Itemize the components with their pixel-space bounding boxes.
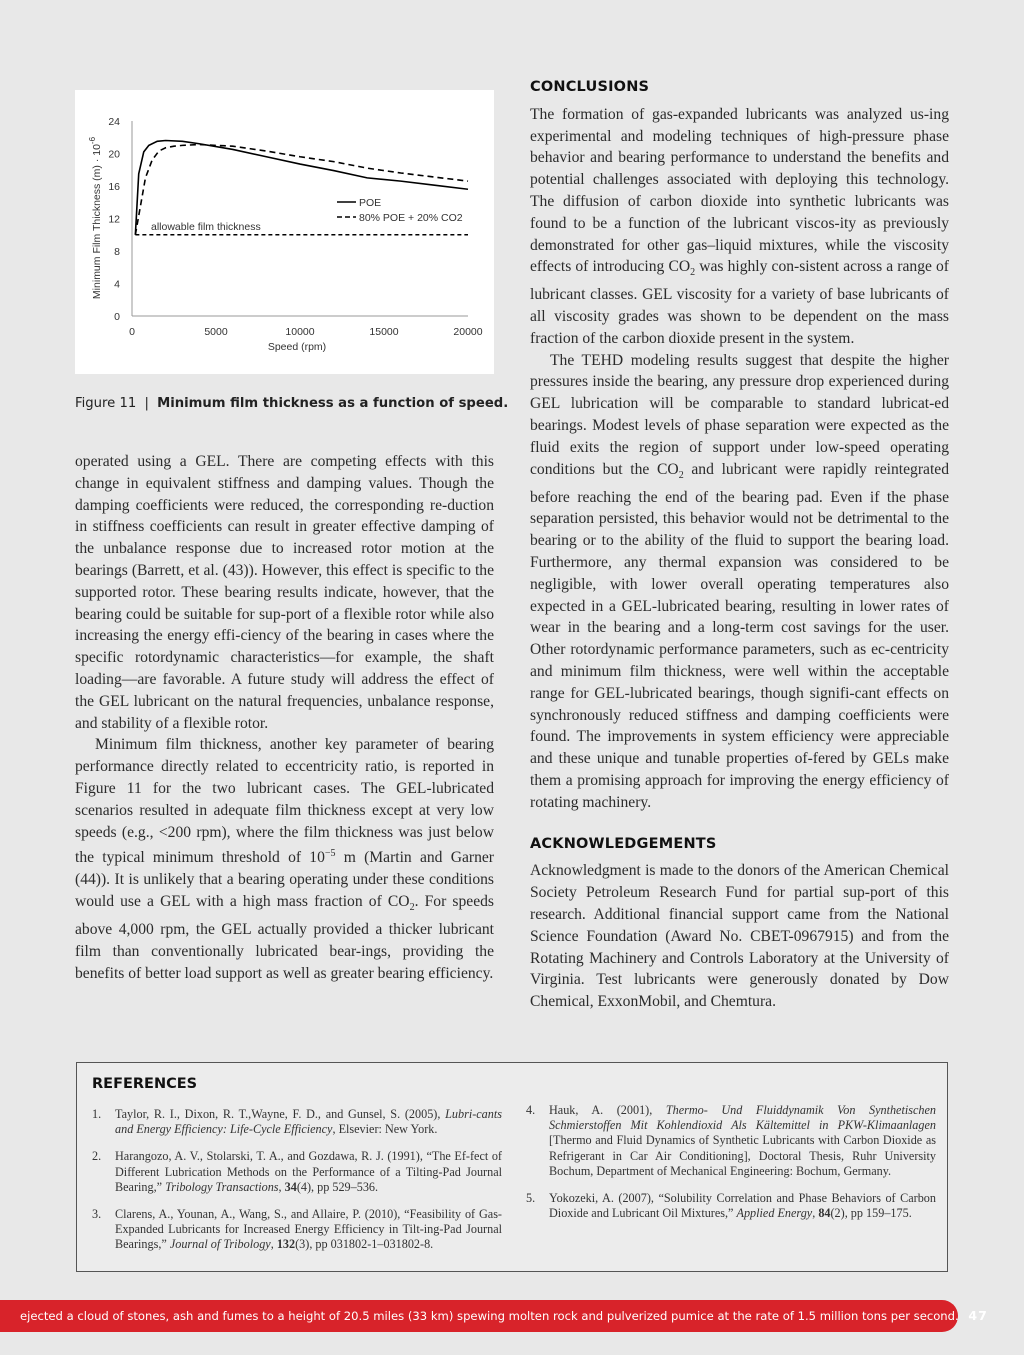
figure-11-chart (75, 90, 494, 374)
body-paragraph-film-thickness: Minimum film thickness, another key parameter of bearing performance directly related to eccentricity ratio, is reported in Figure 11 for the two lubricant cases. The GEL-lubricated scenarios resulted in adequate film thickness except at very low speeds (e.g., <200 rpm), where the film thickness was just below the typical minimum threshold of $10^{-5}$ m (Martin and Garner (44)). It is unlikely that a bearing operating under these conditions would use a GEL with a high mass fraction of $CO_2$. For speeds above 4,000 rpm, the GEL actually provided a thicker lubricant film than conventionally lubricated bear-ings, providing the benefits of better load support as well as greater bearing efficiency. (75, 736, 495, 982)
legend-label-gel: 80% POE + 20% CO2 (359, 212, 463, 224)
x-axis-label: Speed (rpm) (267, 341, 327, 353)
y-tick-label: 12 (108, 213, 120, 226)
y-axis-label (88, 136, 103, 299)
legend-label-poe: POE (359, 197, 382, 209)
y-axis-ticks (108, 116, 120, 323)
reference-item: 2. Harangozo, A. V., Stolarski, T. A., and Gozdawa, R. J. (1991), “The Ef-fect of Different Lubrication Methods on the Performance of a Tilting-Pad Journal Bearing,” Tribology Transactions, 34(4), pp 529–536. (92, 1149, 502, 1194)
figure-number: Figure 11 (75, 396, 137, 411)
references-right-column (526, 1103, 936, 1233)
figure-title: Minimum film thickness as a function of speed. (157, 396, 509, 411)
x-tick-label: 5000 (204, 326, 228, 338)
conclusions-paragraph-2: The TEHD modeling results suggest that despite the higher pressures inside the bearing, any pressure drop experienced during GEL lubrication will be comparable to standard lubricat-ed bearings. Modest levels of phase separation were expected as the fluid exits the region of support under low-speed operating conditions but the $CO_2$ and lubricant were rapidly reintegrated before reaching the end of the bearing pad. Even if the phase separation persisted, this behavior would not be detrimental to the bearing or to the ability of the fluid to support the bearing load. Furthermore, any thermal expansion was considered to be negligible, with lower overall operating temperatures also expected in a GEL-lubricated bearing, resulting in lower rates of wear in the bearing and a long-term cost savings for the user. Other rotordynamic performance parameters, such as ec-centricity and minimum film thickness, were well within the acceptable range for GEL-lubricated bearings, though signifi-cant effects on synchronously reduced stiffness and damping coefficients were found. The improvements in system efficiency were appreciable and these unique and tunable properties of-fered by GELs make them a promising approach for improving the energy efficiency of rotating machinery. (530, 351, 949, 811)
reference-item: 1. Taylor, R. I., Dixon, R. T.,Wayne, F. D., and Gunsel, S. (2005), Lubri-cants and Energy Efficiency: Life-Cycle Efficiency, Elsevier: New York. (92, 1107, 502, 1137)
reference-item: 5. Yokozeki, A. (2007), “Solubility Correlation and Phase Behaviors of Carbon Dioxide and Lubricant Oil Mixtures,” Applied Energy, 84(2), pp 159–175. (526, 1191, 936, 1221)
figure-caption (75, 396, 508, 411)
allowable-thickness-label: allowable film thickness (151, 221, 261, 233)
references-heading: REFERENCES (92, 1076, 198, 1092)
x-tick-label: 20000 (453, 326, 483, 338)
x-tick-label: 10000 (285, 326, 315, 338)
body-paragraph: operated using a GEL. There are competing effects with this change in equivalent stiffness and damping values. Though the damping coefficients were reduced, the corresponding re-duction in stiffness coefficients can result in greater effective damping of the unbalance response due to increased rotor motion at the bearings (Barrett, et al. (43)). However, this effect is specific to the supported rotor. These bearing results indicate, however, that the bearing could be suitable for sup-port of a flexible rotor while also increasing the energy effi-ciency of the bearing in cases where the specific rotordynamic characteristics—for example, the shaft loading—are favorable. A future study will address the effect of the GEL lubricant on the natural frequencies, unbalance response, and stability of a flexible rotor. (75, 453, 494, 732)
film-thickness-chart (75, 90, 494, 374)
y-tick-label: 0 (114, 311, 120, 323)
conclusions-paragraph-1: The formation of gas-expanded lubricants was analyzed us-ing experimental and modeling techniques of high-pressure phase behavior and bearing performance to understand the benefits and potential challenges associated with deploying this technology. The diffusion of carbon dioxide into synthetic lubricants was found to be a function of the lubricant viscos-ity as previously demonstrated for other gas–liquid mixtures, while the viscosity effects of introducing $CO_2$ was highly con-sistent across a range of lubricant classes. GEL viscosity for a variety of base lubricants of all viscosity grades was shown to be dependent on the mass fraction of the carbon dioxide present in the system. (530, 105, 949, 347)
y-tick-label: 4 (114, 278, 120, 291)
y-tick-label: 20 (108, 148, 120, 161)
references-box (76, 1062, 948, 1272)
x-axis-ticks (129, 326, 483, 338)
acknowledgements-paragraph: Acknowledgment is made to the donors of the American Chemical Society Petroleum Research Fund for partial sup-port of this research. Additional financial support came from the National Science Foundation (Award No. CBET-0967915) and from the Rotating Machinery and Controls Laboratory at the University of Virginia. Test lubricants were generously donated by Dow Chemical, ExxonMobil, and Chemtura. (530, 862, 949, 1011)
footer-text: ejected a cloud of stones, ash and fumes to a height of 20.5 miles (33 km) spewing molten rock and pulverized pumice at the rate of 1.5 million tons per second. (20, 1309, 959, 1323)
y-tick-label: 8 (114, 246, 120, 258)
legend (337, 197, 463, 224)
y-tick-label: 16 (108, 181, 120, 193)
y-axis-label-text: Minimum Film Thickness (m) · 10 (91, 144, 103, 300)
reference-item: 4. Hauk, A. (2001), Thermo- Und Fluiddynamik Von Synthetischen Schmierstoffen Mit Kohlendioxid Als Kältemittel in PKW-Klimaanlagen [Thermo and Fluid Dynamics of Synthetic Lubricants with Carbon Dioxide as Refrigerant in Car Air Conditioning], Doctoral Thesis, Ruhr University Bochum, Department of Mechanical Engineering: Bochum, Germany. (526, 1103, 936, 1178)
right-text-column (530, 77, 949, 1013)
references-left-column (92, 1107, 502, 1265)
y-tick-label: 24 (108, 116, 120, 128)
conclusions-heading: CONCLUSIONS (530, 79, 650, 95)
x-tick-label: 15000 (369, 326, 399, 338)
acknowledgements-heading: ACKNOWLEDGEMENTS (530, 835, 717, 852)
x-tick-label: 0 (129, 326, 135, 338)
page-number: 47 (968, 1308, 988, 1323)
left-text-column (75, 451, 494, 984)
reference-item: 3. Clarens, A., Younan, A., Wang, S., and Allaire, P. (2010), “Feasibility of Gas-Expanded Lubricants for Increased Energy Efficiency in Tilt-ing-Pad Journal Bearings,” Journal of Tribology, 132(3), pp 031802-1–031802-8. (92, 1207, 502, 1252)
footer-fact-bar (0, 1300, 988, 1332)
figure-separator: | (144, 396, 149, 411)
y-axis-label-exponent: -6 (88, 136, 97, 145)
